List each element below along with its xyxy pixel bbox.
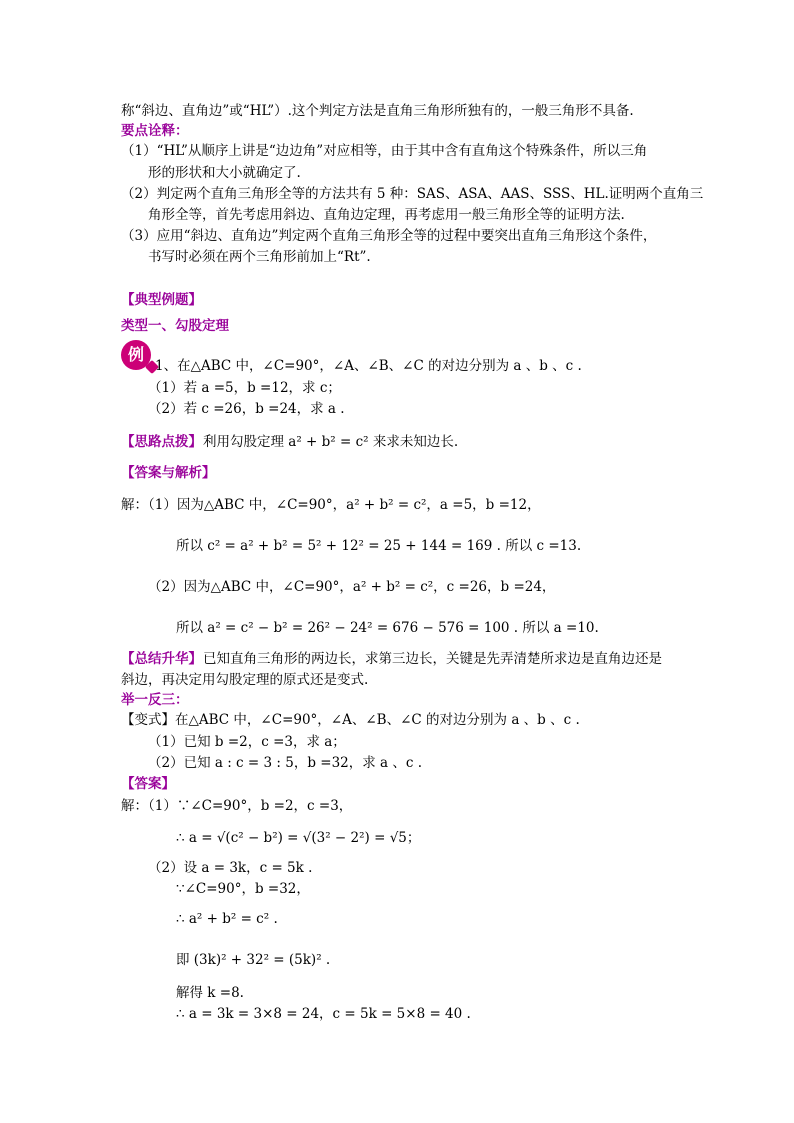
solution-line: （2）因为△ABC 中，∠C=90°，a² + b² = c²，c =26，b =24， xyxy=(148,579,556,595)
section-heading-examples: 【典型例题】 xyxy=(121,292,202,308)
solution-line: 所以 a² = c² − b² = 26² − 24² = 676 − 576 = 100 . 所以 a =10. xyxy=(176,620,599,636)
paragraph-line: （1）“HL”从顺序上讲是“边边角”对应相等，由于其中含有直角这个特殊条件，所以三角 xyxy=(121,143,648,159)
paragraph-line: （2）判定两个直角三角形全等的方法共有 5 种：SAS、ASA、AAS、SSS、HL.证明两个直角三 xyxy=(121,186,704,202)
paragraph-line: 角形全等，首先考虑用斜边、直角边定理，再考虑用一般三角形全等的证明方法. xyxy=(148,207,625,223)
problem-statement: 1、在△ABC 中，∠C=90°，∠A、∠B、∠C 的对边分别为 a 、b 、c . xyxy=(155,358,582,374)
section-heading-answer: 【答案】 xyxy=(121,776,175,792)
section-heading-answer: 【答案与解析】 xyxy=(121,465,216,481)
solution-line: ∴ a² + b² = c² . xyxy=(176,911,278,927)
hint-text: 利用勾股定理 a² + b² = c² 来求未知边长. xyxy=(203,434,459,450)
problem-part: （2）若 c =26，b =24，求 a . xyxy=(148,401,345,417)
section-heading-points: 要点诠释： xyxy=(121,123,189,139)
section-heading-more: 举一反三： xyxy=(121,692,189,708)
section-heading-summary: 【总结升华】 xyxy=(121,651,202,667)
solution-line: 所以 c² = a² + b² = 5² + 12² = 25 + 144 = 169 . 所以 c =13. xyxy=(176,538,582,554)
paragraph-line: 书写时必须在两个三角形前加上“Rt”. xyxy=(148,249,371,265)
solution-line: 解：（1）因为△ABC 中，∠C=90°，a² + b² = c²，a =5，b =12， xyxy=(121,497,541,513)
paragraph-line: （3）应用“斜边、直角边”判定两个直角三角形全等的过程中要突出直角三角形这个条件， xyxy=(121,228,657,244)
summary-text: 已知直角三角形的两边长，求第三边长，关键是先弄清楚所求边是直角边还是 xyxy=(203,651,662,667)
solution-line: ∵∠C=90°，b =32， xyxy=(176,881,310,897)
variant-part: （2）已知 a : c = 3 : 5，b =32，求 a 、c . xyxy=(148,755,423,771)
solution-line: （2）设 a = 3k，c = 5k . xyxy=(148,860,313,876)
paragraph-line: 称“斜边、直角边”或“HL”）.这个判定方法是直角三角形所独有的，一般三角形不具备. xyxy=(121,103,634,119)
paragraph-line: 形的形状和大小就确定了. xyxy=(148,165,301,181)
solution-line: ∴ a = √(c² − b²) = √(3² − 2²) = √5； xyxy=(176,830,421,846)
section-heading-hint: 【思路点拨】 xyxy=(121,434,202,450)
solution-line: 即 (3k)² + 32² = (5k)² . xyxy=(176,952,331,968)
example-badge-icon: 例 xyxy=(121,340,151,370)
variant-statement: 【变式】在△ABC 中，∠C=90°，∠A、∠B、∠C 的对边分别为 a 、b 、c . xyxy=(121,712,580,728)
section-heading-type1: 类型一、勾股定理 xyxy=(121,318,229,334)
solution-line: 解：（1）∵∠C=90°，b =2，c =3， xyxy=(121,798,353,814)
summary-text: 斜边，再决定用勾股定理的原式还是变式. xyxy=(121,672,369,688)
solution-line: 解得 k =8. xyxy=(176,985,244,1001)
solution-line: ∴ a = 3k = 3×8 = 24，c = 5k = 5×8 = 40 . xyxy=(176,1006,471,1022)
variant-part: （1）已知 b =2，c =3，求 a； xyxy=(148,734,346,750)
problem-part: （1）若 a =5，b =12，求 c； xyxy=(148,380,341,396)
